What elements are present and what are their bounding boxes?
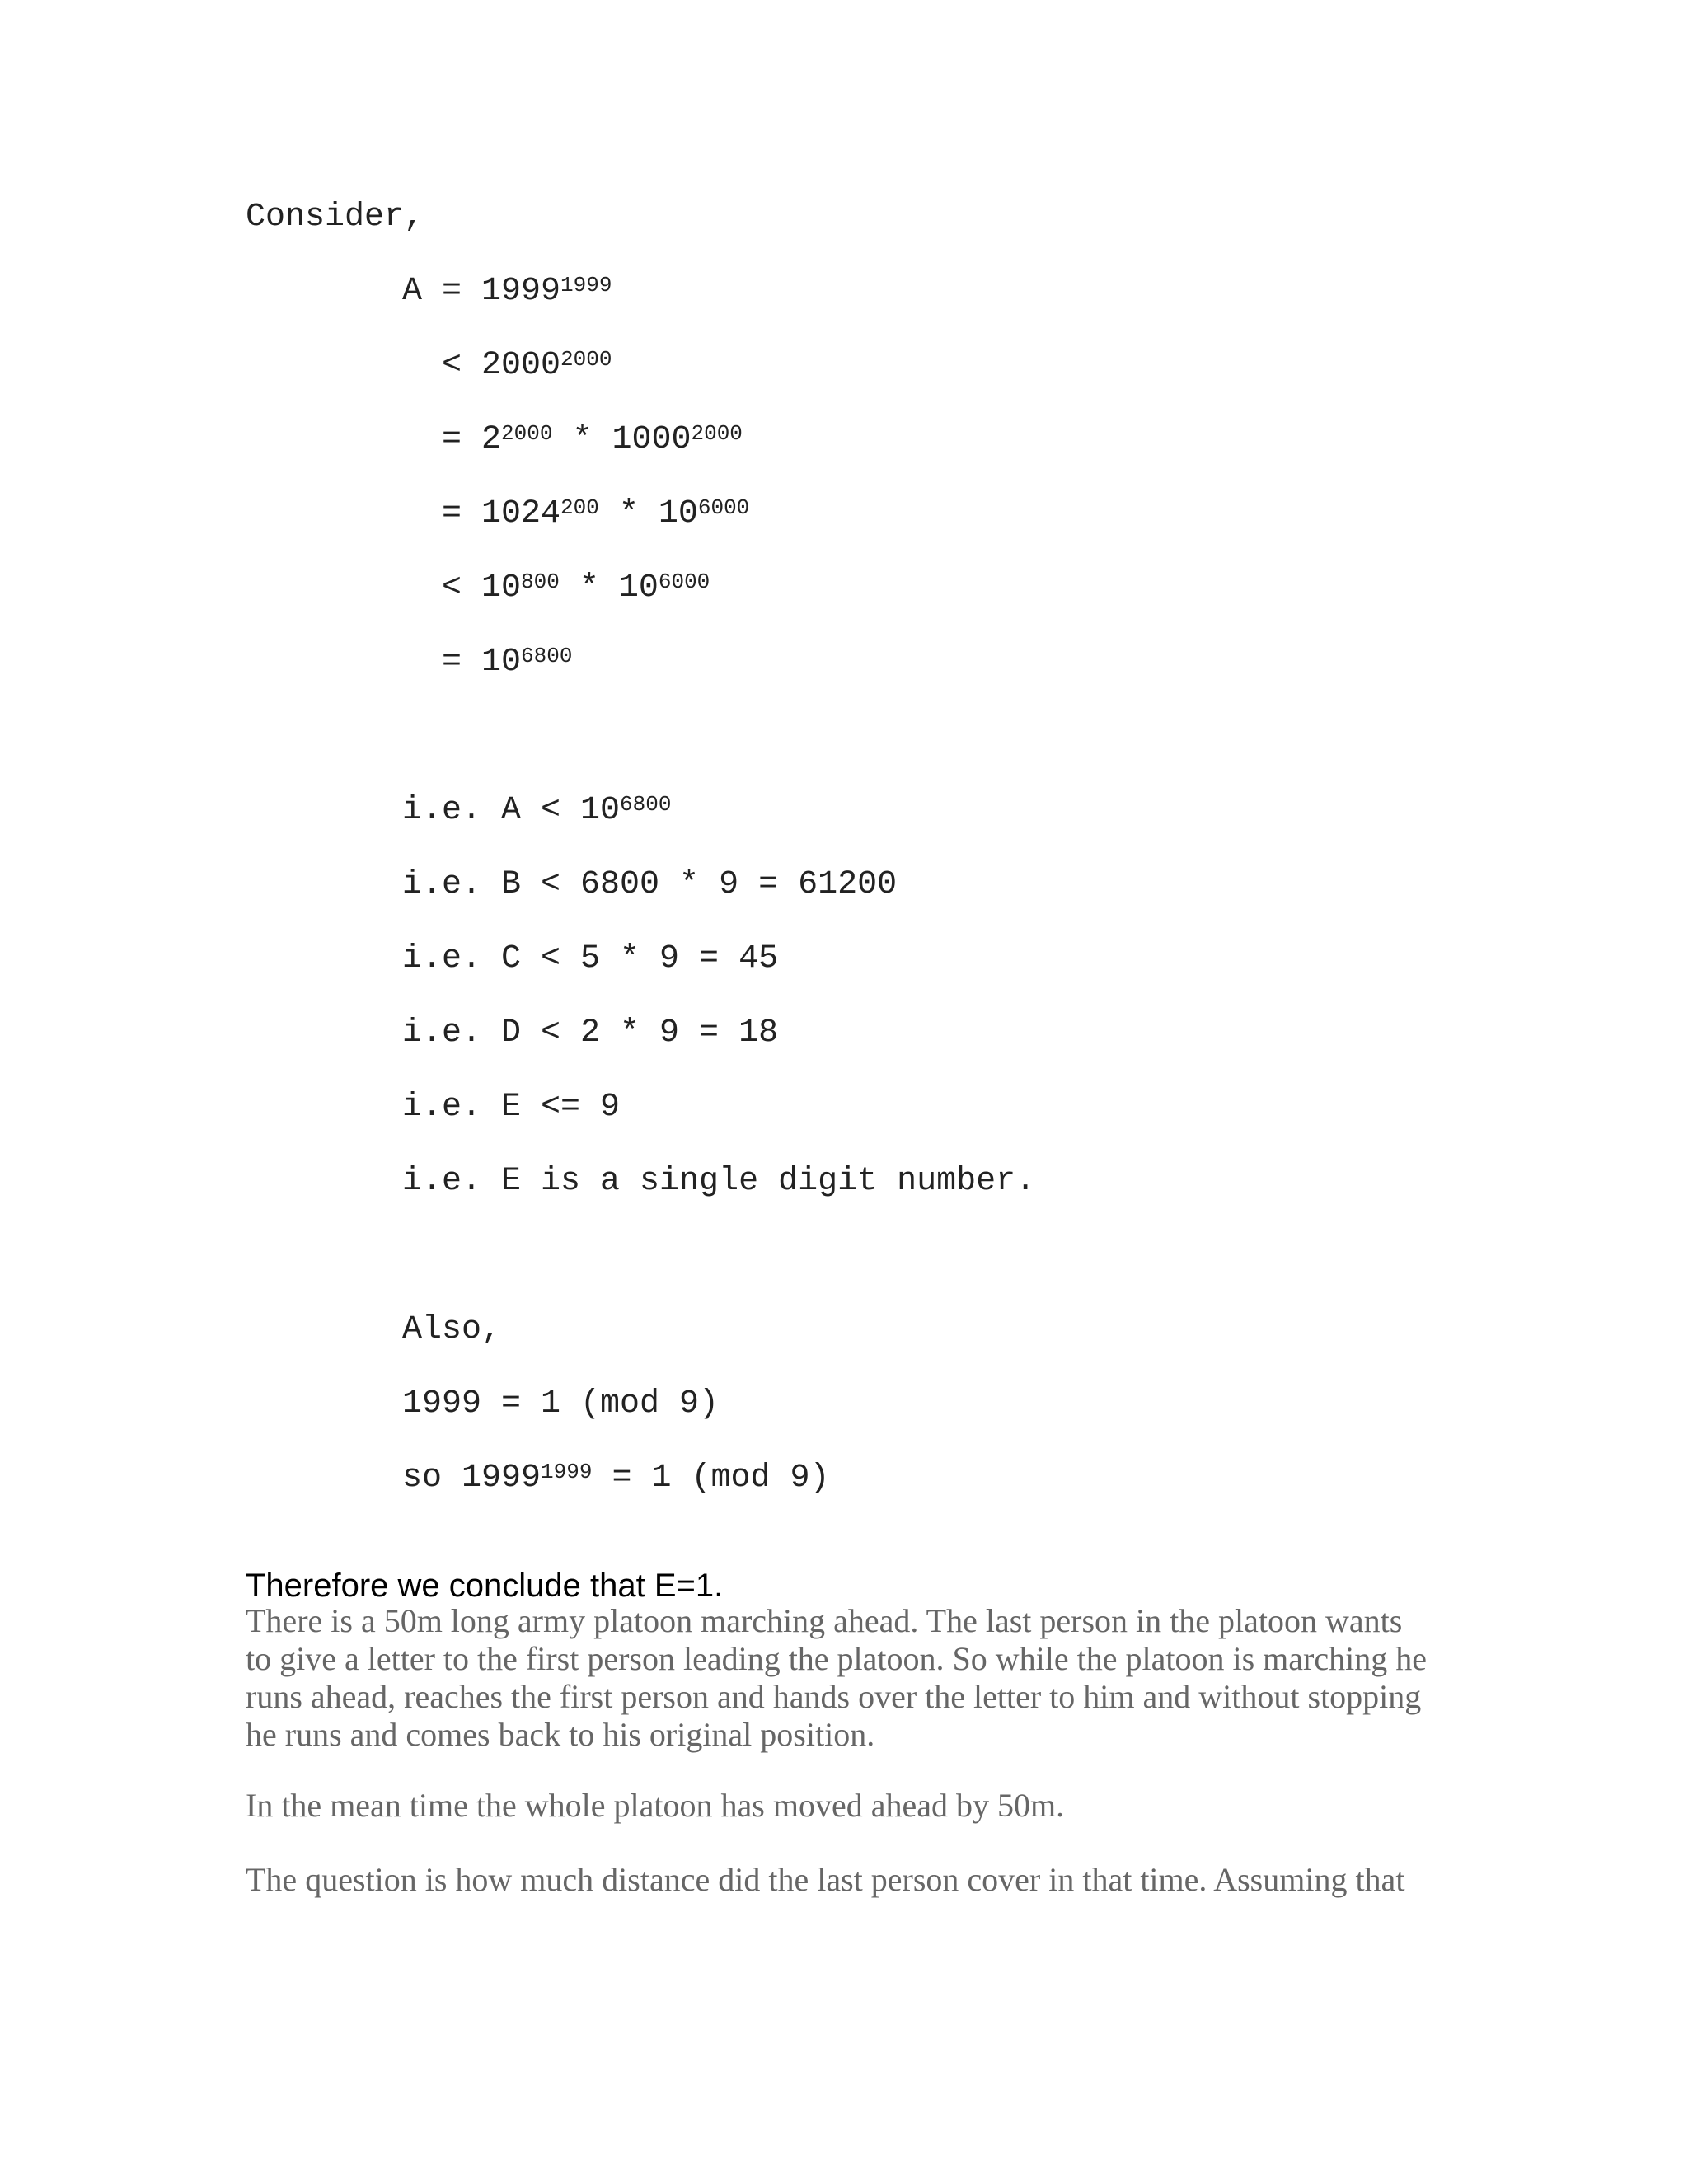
- puzzle-paragraph-2: In the mean time the whole platoon has moved ahead by 50m.: [246, 1787, 1065, 1824]
- consider-label: Consider,: [246, 199, 424, 236]
- puzzle-paragraph-3: The question is how much distance did the last person cover in that time. Assuming that: [246, 1861, 1405, 1898]
- inference-line: i.e. B < 6800 * 9 = 61200: [402, 866, 898, 903]
- exponent: 2000: [501, 421, 553, 446]
- equation-step: < $10^{800} * 10^{6000}$: [402, 569, 710, 607]
- equation-step: = $10^{6800}$: [402, 644, 573, 681]
- also-line: Also,: [402, 1311, 502, 1348]
- inference-line: i.e. C < 5 * 9 = 45: [402, 940, 779, 977]
- exponent: 800: [521, 569, 560, 594]
- exponent: 6000: [697, 495, 750, 520]
- exponent: 6000: [658, 569, 710, 594]
- exponent: 200: [560, 495, 599, 520]
- also-line: so $1999^{1999} = 1$ (mod 9): [402, 1460, 830, 1497]
- equation-step: = $2^{2000} * 1000^{2000}$: [402, 421, 743, 458]
- exponent: 1999: [560, 273, 612, 298]
- exponent: 1999: [541, 1460, 593, 1484]
- equation-step: < $2000^{2000}$: [402, 347, 612, 384]
- exponent: 6800: [620, 792, 672, 817]
- also-line: 1999 = 1 (mod 9): [402, 1385, 720, 1422]
- puzzle-paragraph-1: There is a 50m long army platoon marching ahead. The last person in the platoon wants to give a letter to the first person leading the platoon. So while the platoon is marching he runs ahead, reaches the first person and hands over the letter to him and without stopping he runs and comes back to his original position.: [246, 1602, 1427, 1753]
- equation-step: $A = 1999^{1999}$: [402, 273, 612, 310]
- inference-line: i.e. D < 2 * 9 = 18: [402, 1015, 779, 1052]
- conclusion-text: Therefore we conclude that E=1.: [246, 1568, 724, 1604]
- inference-line: i.e. E is a single digit number.: [402, 1163, 1036, 1200]
- exponent: 6800: [521, 644, 573, 668]
- exponent: 2000: [691, 421, 743, 446]
- inference-line: i.e. E <= 9: [402, 1089, 621, 1126]
- inference-line: i.e. $A < 10^{6800}$: [402, 792, 672, 829]
- exponent: 2000: [560, 347, 612, 372]
- equation-step: = $1024^{200} * 10^{6000}$: [402, 495, 750, 532]
